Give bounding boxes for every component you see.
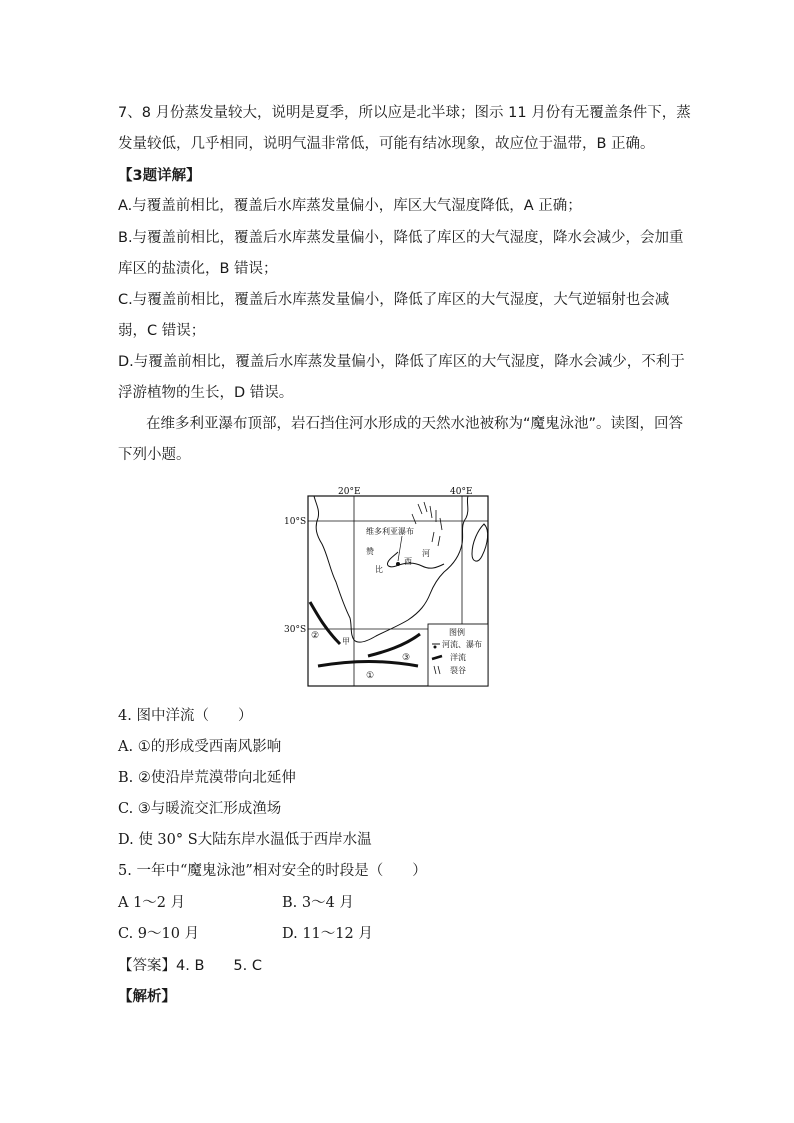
zambezi-river bbox=[387, 552, 444, 568]
legend-rift-label: 裂谷 bbox=[450, 666, 466, 675]
options-row-2 bbox=[118, 924, 678, 944]
current-3 bbox=[368, 634, 420, 656]
intro-text-cont: 下列小题。 bbox=[118, 447, 191, 463]
option-c: C. 9～10 月 bbox=[118, 926, 200, 942]
option-b: B. 3～4 月 bbox=[282, 895, 354, 911]
lat-label-10s: 10°S bbox=[284, 517, 307, 527]
option-d: D. 使 30° S大陆东岸水温低于西岸水温 bbox=[118, 832, 372, 848]
legend-title: 图例 bbox=[449, 628, 465, 637]
question-stem: 4. 图中洋流（ ） bbox=[118, 708, 253, 724]
option-explanation-b-cont: 库区的盐渍化，B 错误； bbox=[118, 261, 278, 277]
question-stem: 5. 一年中“魔鬼泳池”相对安全的时段是（ ） bbox=[118, 863, 427, 879]
coastline bbox=[314, 496, 468, 642]
option-explanation-d-cont: 浮游植物的生长，D 错误。 bbox=[118, 385, 294, 401]
current-1-label: ① bbox=[366, 671, 375, 681]
falls-label: 维多利亚瀑布 bbox=[366, 527, 414, 536]
option-explanation-d: D.与覆盖前相比，覆盖后水库蒸发量偏小，降低了库区的大气湿度，降水会减少，不利于 bbox=[118, 354, 685, 370]
option-a: A. ①的形成受西南风影响 bbox=[118, 739, 282, 755]
option-b: B. ②使沿岸荒漠带向北延伸 bbox=[118, 770, 296, 786]
africa-map-figure bbox=[284, 484, 500, 690]
madagascar bbox=[472, 524, 488, 561]
option-explanation-c: C.与覆盖前相比，覆盖后水库蒸发量偏小，降低了库区的大气湿度，大气逆辐射也会减 bbox=[118, 292, 670, 308]
option-explanation-b: B.与覆盖前相比，覆盖后水库蒸发量偏小，降低了库区的大气湿度，降水会减少，会加重 bbox=[118, 230, 684, 246]
rift-valley-marks bbox=[412, 502, 442, 546]
option-explanation-a: A.与覆盖前相比，覆盖后水库蒸发量偏小，库区大气湿度降低，A 正确； bbox=[118, 198, 582, 214]
legend-falls-icon bbox=[434, 646, 437, 649]
text-line: 发量较低，几乎相同，说明气温非常低，可能有结冰现象，故应位于温带，B 正确。 bbox=[118, 136, 655, 152]
answer-line: 【答案】4. B 5. C bbox=[118, 958, 262, 974]
legend-current-label: 洋流 bbox=[450, 653, 466, 662]
current-3-label: ③ bbox=[402, 653, 411, 663]
options-row-1 bbox=[118, 893, 678, 913]
falls-leader-line bbox=[398, 536, 402, 561]
analysis-heading: 【解析】 bbox=[118, 989, 176, 1005]
lon-label-20e: 20°E bbox=[338, 487, 361, 497]
option-d: D. 11～12 月 bbox=[282, 926, 373, 942]
lon-label-40e: 40°E bbox=[450, 487, 473, 497]
victoria-falls-marker bbox=[396, 562, 400, 566]
option-explanation-c-cont: 弱，C 错误； bbox=[118, 323, 206, 339]
option-a: A 1～2 月 bbox=[118, 895, 186, 911]
option-c: C. ③与暖流交汇形成渔场 bbox=[118, 801, 282, 817]
intro-text: 在维多利亚瀑布顶部，岩石挡住河水形成的天然水池被称为“魔鬼泳池”。读图，回答 bbox=[146, 416, 684, 432]
lat-label-30s: 30°S bbox=[284, 625, 307, 635]
river-char: 比 bbox=[375, 565, 383, 574]
legend-river-label: 河流、瀑布 bbox=[442, 640, 482, 649]
river-char: 赞 bbox=[366, 547, 374, 556]
place-jia: 甲 bbox=[342, 637, 350, 646]
text-line: 7、8 月份蒸发量较大，说明是夏季，所以应是北半球；图示 11 月份有无覆盖条件下，蒸 bbox=[118, 105, 691, 121]
section-heading: 【3题详解】 bbox=[118, 168, 201, 184]
river-char: 河 bbox=[422, 549, 430, 558]
river-char: 西 bbox=[404, 557, 412, 566]
current-2-label: ② bbox=[311, 631, 320, 641]
